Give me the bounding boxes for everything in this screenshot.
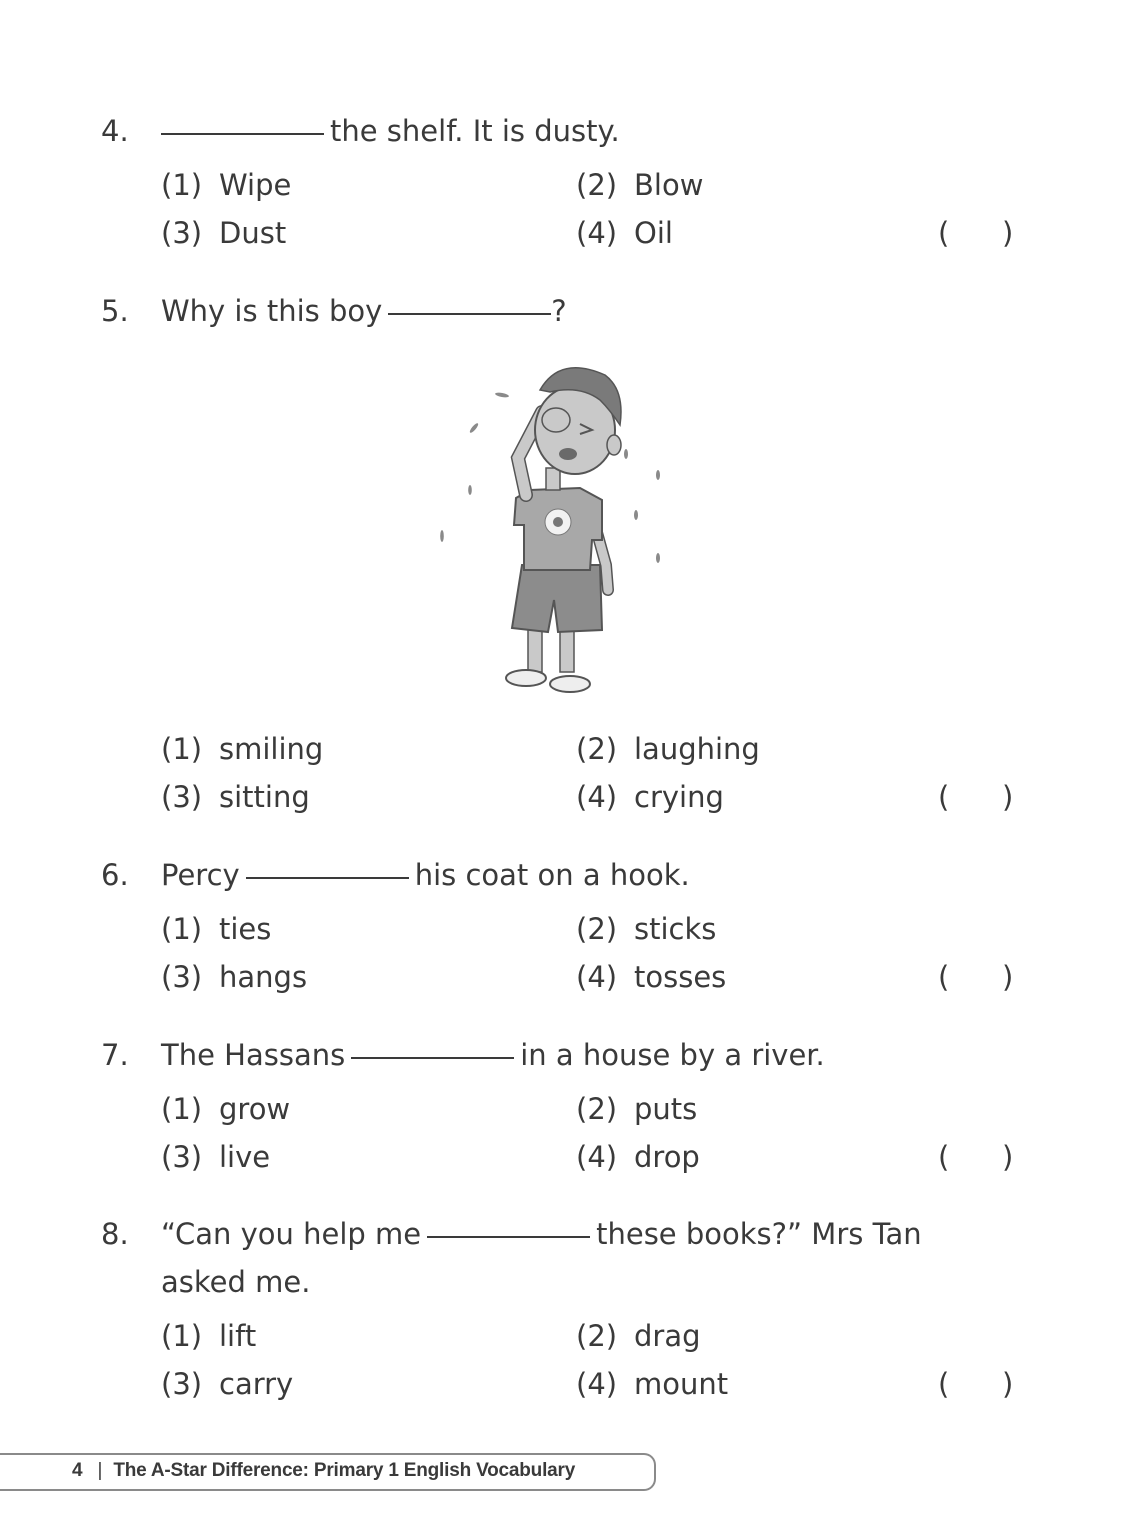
stem-text: Percy xyxy=(161,858,240,892)
option-text: Dust xyxy=(219,216,287,250)
stem-text: his coat on a hook. xyxy=(414,858,690,892)
close-paren: ) xyxy=(1002,1367,1014,1401)
option-2[interactable] xyxy=(576,1318,701,1354)
option-number: (3) xyxy=(161,780,203,814)
question-number: 4. xyxy=(101,114,129,148)
option-number: (3) xyxy=(161,1140,203,1174)
option-text: crying xyxy=(634,780,724,814)
question-stem xyxy=(161,1216,922,1252)
footer xyxy=(72,1460,575,1482)
option-text: drop xyxy=(634,1140,700,1174)
option-4[interactable] xyxy=(576,1366,728,1402)
option-number: (3) xyxy=(161,960,203,994)
close-paren: ) xyxy=(1002,1140,1014,1174)
stem-text: “Can you help me xyxy=(161,1217,422,1251)
stem-text: the shelf. It is dusty. xyxy=(330,114,620,148)
answer-blank[interactable] xyxy=(427,1236,590,1238)
option-number: (1) xyxy=(161,168,203,202)
option-number: (2) xyxy=(576,168,618,202)
option-1[interactable] xyxy=(161,1091,290,1127)
stem-text: these books?” Mrs Tan xyxy=(596,1217,922,1251)
option-number: (1) xyxy=(161,1092,203,1126)
answer-blank[interactable] xyxy=(388,313,551,315)
option-text: sticks xyxy=(634,912,717,946)
option-2[interactable] xyxy=(576,1091,697,1127)
close-paren: ) xyxy=(1002,960,1014,994)
question-number: 5. xyxy=(101,294,129,328)
option-text: carry xyxy=(219,1367,294,1401)
option-number: (2) xyxy=(576,1092,618,1126)
question-stem xyxy=(161,1037,825,1073)
question-stem xyxy=(161,857,690,893)
open-paren: ( xyxy=(938,1140,950,1174)
option-number: (2) xyxy=(576,1319,618,1353)
question-number: 6. xyxy=(101,858,129,892)
close-paren: ) xyxy=(1002,216,1014,250)
option-text: puts xyxy=(634,1092,698,1126)
option-text: sitting xyxy=(219,780,310,814)
open-paren: ( xyxy=(938,960,950,994)
option-1[interactable] xyxy=(161,731,323,767)
option-number: (4) xyxy=(576,1367,618,1401)
open-paren: ( xyxy=(938,216,950,250)
option-2[interactable] xyxy=(576,911,716,947)
option-number: (4) xyxy=(576,1140,618,1174)
stem-text: Why is this boy xyxy=(161,294,383,328)
option-number: (1) xyxy=(161,1319,203,1353)
stem-text: The Hassans xyxy=(161,1038,346,1072)
option-number: (1) xyxy=(161,732,203,766)
option-text: Blow xyxy=(634,168,704,202)
option-number: (2) xyxy=(576,912,618,946)
option-text: grow xyxy=(219,1092,291,1126)
open-paren: ( xyxy=(938,1367,950,1401)
question-number: 7. xyxy=(101,1038,129,1072)
answer-blank[interactable] xyxy=(161,133,324,135)
option-4[interactable] xyxy=(576,959,726,995)
option-1[interactable] xyxy=(161,911,271,947)
option-text: hangs xyxy=(219,960,308,994)
question-number: 8. xyxy=(101,1217,129,1251)
option-text: ties xyxy=(219,912,272,946)
stem-text: in a house by a river. xyxy=(520,1038,825,1072)
option-number: (4) xyxy=(576,216,618,250)
option-3[interactable] xyxy=(161,959,307,995)
option-4[interactable] xyxy=(576,779,724,815)
option-4[interactable] xyxy=(576,215,673,251)
option-4[interactable] xyxy=(576,1139,700,1175)
option-3[interactable] xyxy=(161,779,310,815)
footer-separator: | xyxy=(97,1460,103,1481)
crying-boy-illustration xyxy=(430,350,680,695)
option-number: (2) xyxy=(576,732,618,766)
option-text: live xyxy=(219,1140,271,1174)
option-number: (1) xyxy=(161,912,203,946)
option-3[interactable] xyxy=(161,1366,293,1402)
question-stem-continuation: asked me. xyxy=(161,1265,311,1299)
option-1[interactable] xyxy=(161,167,291,203)
option-text: Wipe xyxy=(219,168,292,202)
question-stem xyxy=(161,113,620,149)
option-text: mount xyxy=(634,1367,729,1401)
option-text: laughing xyxy=(634,732,760,766)
option-text: tosses xyxy=(634,960,727,994)
option-1[interactable] xyxy=(161,1318,256,1354)
option-2[interactable] xyxy=(576,167,703,203)
option-number: (4) xyxy=(576,960,618,994)
question-stem xyxy=(161,293,567,329)
option-text: lift xyxy=(219,1319,257,1353)
option-text: drag xyxy=(634,1319,701,1353)
option-text: Oil xyxy=(634,216,673,250)
option-number: (3) xyxy=(161,1367,203,1401)
open-paren: ( xyxy=(938,780,950,814)
answer-blank[interactable] xyxy=(246,877,409,879)
close-paren: ) xyxy=(1002,780,1014,814)
option-3[interactable] xyxy=(161,1139,270,1175)
option-text: smiling xyxy=(219,732,324,766)
option-2[interactable] xyxy=(576,731,760,767)
page-number: 4 xyxy=(72,1460,83,1481)
answer-blank[interactable] xyxy=(351,1057,514,1059)
option-3[interactable] xyxy=(161,215,286,251)
option-number: (3) xyxy=(161,216,203,250)
stem-text: ? xyxy=(551,294,567,328)
book-title: The A-Star Difference: Primary 1 English Vocabulary xyxy=(113,1460,576,1481)
option-number: (4) xyxy=(576,780,618,814)
